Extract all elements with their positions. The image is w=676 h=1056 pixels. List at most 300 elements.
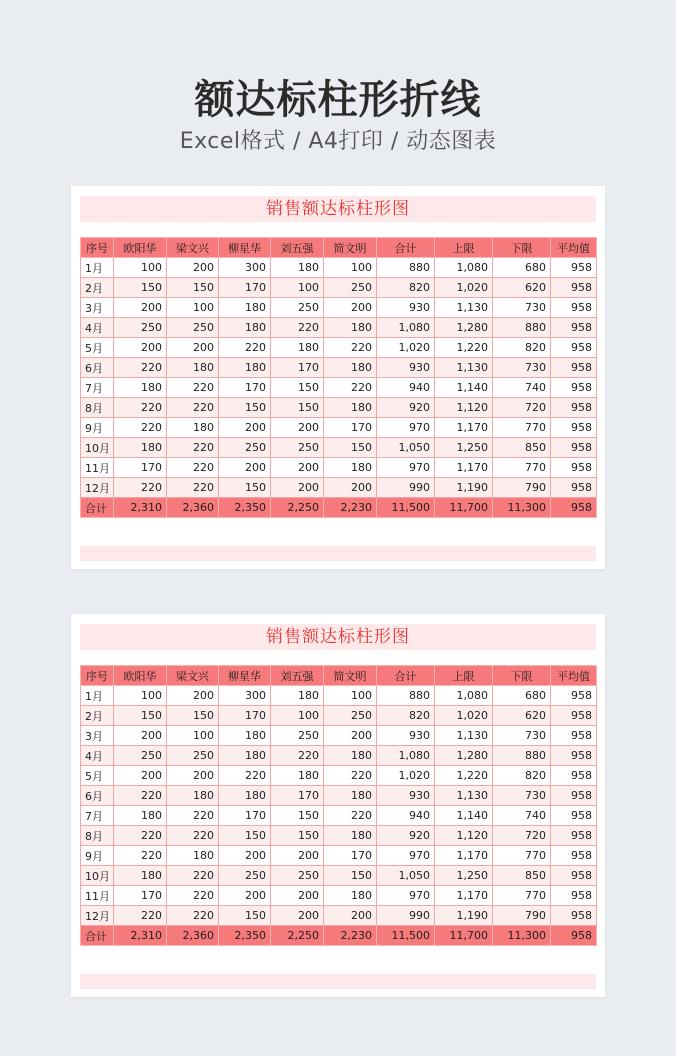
- table-row: [81, 806, 597, 826]
- column-header: 梁文兴: [167, 666, 219, 686]
- table-cell: 930: [377, 298, 435, 318]
- table-cell: 958: [551, 278, 597, 298]
- row-label: 6月: [81, 786, 114, 806]
- table-cell: 180: [219, 786, 271, 806]
- table-row: [81, 318, 597, 338]
- row-label: 1月: [81, 258, 114, 278]
- table-cell: 250: [271, 726, 324, 746]
- row-label: 12月: [81, 478, 114, 498]
- table-cell: 820: [377, 706, 435, 726]
- table-row: [81, 458, 597, 478]
- table-cell: 220: [271, 318, 324, 338]
- table-cell: 200: [114, 338, 167, 358]
- table-cell: 790: [493, 478, 551, 498]
- table-row: [81, 278, 597, 298]
- column-header: 下限: [493, 238, 551, 258]
- table-cell: 1,050: [377, 866, 435, 886]
- table-cell: 200: [114, 766, 167, 786]
- table-cell: 200: [219, 846, 271, 866]
- table-cell: 180: [167, 786, 219, 806]
- table-cell: 970: [377, 846, 435, 866]
- total-cell: 11,300: [493, 498, 551, 518]
- table-cell: 1,020: [435, 706, 493, 726]
- table-cell: 1,170: [435, 418, 493, 438]
- table-cell: 958: [551, 866, 597, 886]
- table-cell: 730: [493, 358, 551, 378]
- total-row: [81, 498, 597, 518]
- table-cell: 970: [377, 418, 435, 438]
- table-cell: 170: [324, 418, 377, 438]
- table-cell: 220: [219, 766, 271, 786]
- table-cell: 200: [271, 458, 324, 478]
- table-cell: 180: [324, 318, 377, 338]
- table-cell: 220: [271, 746, 324, 766]
- table-cell: 730: [493, 726, 551, 746]
- table-cell: 720: [493, 398, 551, 418]
- table-cell: 958: [551, 338, 597, 358]
- table-cell: 958: [551, 458, 597, 478]
- table-row: [81, 766, 597, 786]
- row-label: 1月: [81, 686, 114, 706]
- row-label: 7月: [81, 378, 114, 398]
- table-cell: 100: [324, 686, 377, 706]
- table-cell: 620: [493, 706, 551, 726]
- table-cell: 200: [271, 886, 324, 906]
- table-cell: 180: [219, 358, 271, 378]
- column-header: 柳星华: [219, 238, 271, 258]
- table-row: [81, 686, 597, 706]
- table-row: [81, 478, 597, 498]
- table-row: [81, 826, 597, 846]
- row-label: 5月: [81, 338, 114, 358]
- table-cell: 990: [377, 478, 435, 498]
- table-cell: 940: [377, 378, 435, 398]
- table-cell: 180: [114, 806, 167, 826]
- table-cell: 100: [271, 278, 324, 298]
- table-cell: 220: [167, 458, 219, 478]
- table-cell: 1,250: [435, 438, 493, 458]
- table-cell: 250: [324, 706, 377, 726]
- table-cell: 958: [551, 846, 597, 866]
- table-cell: 220: [167, 378, 219, 398]
- table-cell: 150: [324, 438, 377, 458]
- table-row: [81, 786, 597, 806]
- table-cell: 1,080: [377, 746, 435, 766]
- table-cell: 1,130: [435, 298, 493, 318]
- table-cell: 150: [167, 278, 219, 298]
- row-label: 11月: [81, 886, 114, 906]
- table-cell: 220: [324, 378, 377, 398]
- table-cell: 730: [493, 786, 551, 806]
- table-cell: 100: [324, 258, 377, 278]
- table-cell: 200: [219, 418, 271, 438]
- table-cell: 170: [219, 278, 271, 298]
- table-cell: 180: [271, 766, 324, 786]
- column-header: 上限: [435, 238, 493, 258]
- table-cell: 180: [324, 886, 377, 906]
- table-cell: 1,020: [435, 278, 493, 298]
- sales-table: [80, 665, 597, 946]
- table-row: [81, 378, 597, 398]
- column-header: 刘五强: [271, 666, 324, 686]
- table-cell: 180: [271, 258, 324, 278]
- table-cell: 790: [493, 906, 551, 926]
- table-cell: 880: [493, 318, 551, 338]
- total-label: 合计: [81, 926, 114, 946]
- table-cell: 180: [324, 786, 377, 806]
- table-cell: 958: [551, 418, 597, 438]
- total-cell: 11,700: [435, 926, 493, 946]
- total-cell: 2,350: [219, 926, 271, 946]
- total-cell: 2,230: [324, 498, 377, 518]
- table-cell: 200: [219, 458, 271, 478]
- table-cell: 180: [114, 866, 167, 886]
- table-cell: 720: [493, 826, 551, 846]
- table-cell: 170: [114, 458, 167, 478]
- table-cell: 170: [271, 358, 324, 378]
- table-cell: 170: [271, 786, 324, 806]
- column-header: 合计: [377, 666, 435, 686]
- table-cell: 958: [551, 258, 597, 278]
- table-cell: 250: [219, 438, 271, 458]
- table-cell: 620: [493, 278, 551, 298]
- table-cell: 180: [324, 746, 377, 766]
- table-cell: 180: [219, 298, 271, 318]
- spreadsheet-preview-bottom: [71, 614, 605, 997]
- table-row: [81, 706, 597, 726]
- table-cell: 150: [271, 806, 324, 826]
- table-cell: 250: [219, 866, 271, 886]
- table-cell: 930: [377, 358, 435, 378]
- table-cell: 250: [114, 746, 167, 766]
- table-cell: 1,130: [435, 786, 493, 806]
- table-cell: 970: [377, 886, 435, 906]
- row-label: 2月: [81, 706, 114, 726]
- total-cell: 11,500: [377, 926, 435, 946]
- table-cell: 850: [493, 438, 551, 458]
- table-cell: 1,140: [435, 806, 493, 826]
- table-cell: 220: [114, 358, 167, 378]
- sheet-title: 销售额达标柱形图: [80, 624, 596, 650]
- table-cell: 1,280: [435, 318, 493, 338]
- table-cell: 170: [324, 846, 377, 866]
- table-cell: 820: [377, 278, 435, 298]
- table-cell: 250: [167, 318, 219, 338]
- table-cell: 170: [219, 378, 271, 398]
- table-cell: 180: [167, 846, 219, 866]
- table-cell: 770: [493, 458, 551, 478]
- table-cell: 958: [551, 766, 597, 786]
- row-label: 11月: [81, 458, 114, 478]
- table-cell: 1,050: [377, 438, 435, 458]
- table-cell: 180: [167, 358, 219, 378]
- column-header: 简文明: [324, 238, 377, 258]
- table-cell: 1,080: [435, 686, 493, 706]
- table-cell: 220: [114, 418, 167, 438]
- table-cell: 880: [493, 746, 551, 766]
- table-cell: 180: [271, 338, 324, 358]
- column-header: 序号: [81, 238, 114, 258]
- table-cell: 150: [219, 478, 271, 498]
- table-cell: 1,130: [435, 726, 493, 746]
- table-cell: 200: [114, 298, 167, 318]
- table-cell: 220: [114, 478, 167, 498]
- table-cell: 150: [271, 398, 324, 418]
- table-cell: 740: [493, 806, 551, 826]
- row-label: 4月: [81, 746, 114, 766]
- column-header: 序号: [81, 666, 114, 686]
- table-cell: 200: [324, 298, 377, 318]
- row-label: 5月: [81, 766, 114, 786]
- table-cell: 180: [114, 438, 167, 458]
- table-cell: 180: [324, 358, 377, 378]
- table-cell: 180: [324, 398, 377, 418]
- sheet-footer-band: [80, 546, 596, 561]
- table-cell: 680: [493, 686, 551, 706]
- table-cell: 100: [167, 298, 219, 318]
- row-label: 3月: [81, 726, 114, 746]
- total-row: [81, 926, 597, 946]
- table-cell: 150: [114, 706, 167, 726]
- table-cell: 150: [219, 906, 271, 926]
- total-cell: 958: [551, 926, 597, 946]
- table-cell: 180: [219, 746, 271, 766]
- row-label: 3月: [81, 298, 114, 318]
- table-cell: 920: [377, 398, 435, 418]
- table-cell: 958: [551, 318, 597, 338]
- column-header: 平均值: [551, 666, 597, 686]
- table-cell: 220: [324, 338, 377, 358]
- table-cell: 930: [377, 786, 435, 806]
- column-header: 合计: [377, 238, 435, 258]
- table-cell: 200: [167, 686, 219, 706]
- table-cell: 958: [551, 378, 597, 398]
- table-row: [81, 866, 597, 886]
- table-cell: 300: [219, 686, 271, 706]
- table-cell: 250: [324, 278, 377, 298]
- total-cell: 2,250: [271, 926, 324, 946]
- table-row: [81, 438, 597, 458]
- column-header: 梁文兴: [167, 238, 219, 258]
- table-cell: 150: [167, 706, 219, 726]
- table-row: [81, 746, 597, 766]
- total-cell: 11,700: [435, 498, 493, 518]
- table-cell: 200: [167, 258, 219, 278]
- table-cell: 200: [271, 906, 324, 926]
- table-cell: 200: [271, 418, 324, 438]
- table-cell: 220: [167, 886, 219, 906]
- table-row: [81, 886, 597, 906]
- table-cell: 820: [493, 338, 551, 358]
- table-cell: 770: [493, 846, 551, 866]
- table-row: [81, 258, 597, 278]
- page-title: 额达标柱形折线: [194, 77, 482, 123]
- table-cell: 1,280: [435, 746, 493, 766]
- table-cell: 1,020: [377, 766, 435, 786]
- table-cell: 170: [114, 886, 167, 906]
- table-cell: 180: [167, 418, 219, 438]
- table-cell: 150: [219, 826, 271, 846]
- table-row: [81, 846, 597, 866]
- table-cell: 958: [551, 398, 597, 418]
- table-cell: 1,080: [377, 318, 435, 338]
- table-cell: 1,170: [435, 458, 493, 478]
- table-row: [81, 418, 597, 438]
- table-cell: 220: [114, 826, 167, 846]
- table-cell: 990: [377, 906, 435, 926]
- table-row: [81, 906, 597, 926]
- table-cell: 1,120: [435, 398, 493, 418]
- row-label: 6月: [81, 358, 114, 378]
- table-cell: 250: [271, 866, 324, 886]
- table-cell: 220: [114, 786, 167, 806]
- column-header: 欧阳华: [114, 666, 167, 686]
- total-cell: 2,250: [271, 498, 324, 518]
- table-cell: 958: [551, 746, 597, 766]
- total-cell: 2,360: [167, 926, 219, 946]
- table-cell: 200: [324, 906, 377, 926]
- table-cell: 200: [271, 846, 324, 866]
- table-cell: 958: [551, 438, 597, 458]
- table-cell: 1,080: [435, 258, 493, 278]
- sales-table: [80, 237, 597, 518]
- table-cell: 958: [551, 886, 597, 906]
- table-cell: 220: [167, 866, 219, 886]
- table-cell: 150: [114, 278, 167, 298]
- table-header-row: [81, 666, 597, 686]
- table-cell: 180: [324, 826, 377, 846]
- table-cell: 220: [114, 398, 167, 418]
- table-cell: 1,020: [377, 338, 435, 358]
- total-cell: 2,310: [114, 498, 167, 518]
- table-cell: 770: [493, 886, 551, 906]
- total-cell: 2,350: [219, 498, 271, 518]
- table-cell: 770: [493, 418, 551, 438]
- table-cell: 300: [219, 258, 271, 278]
- table-cell: 920: [377, 826, 435, 846]
- table-row: [81, 338, 597, 358]
- table-cell: 958: [551, 906, 597, 926]
- row-label: 10月: [81, 438, 114, 458]
- table-cell: 170: [219, 706, 271, 726]
- table-cell: 1,220: [435, 766, 493, 786]
- table-cell: 1,120: [435, 826, 493, 846]
- table-cell: 730: [493, 298, 551, 318]
- table-cell: 150: [219, 398, 271, 418]
- column-header: 下限: [493, 666, 551, 686]
- table-cell: 1,190: [435, 906, 493, 926]
- table-cell: 850: [493, 866, 551, 886]
- table-cell: 940: [377, 806, 435, 826]
- table-cell: 740: [493, 378, 551, 398]
- table-cell: 1,140: [435, 378, 493, 398]
- table-cell: 200: [167, 766, 219, 786]
- table-cell: 958: [551, 786, 597, 806]
- table-cell: 200: [324, 726, 377, 746]
- table-cell: 200: [324, 478, 377, 498]
- table-cell: 1,190: [435, 478, 493, 498]
- row-label: 9月: [81, 846, 114, 866]
- table-cell: 958: [551, 358, 597, 378]
- column-header: 欧阳华: [114, 238, 167, 258]
- table-cell: 100: [271, 706, 324, 726]
- row-label: 7月: [81, 806, 114, 826]
- row-label: 12月: [81, 906, 114, 926]
- column-header: 刘五强: [271, 238, 324, 258]
- table-cell: 958: [551, 298, 597, 318]
- table-cell: 220: [114, 846, 167, 866]
- row-label: 10月: [81, 866, 114, 886]
- sheet-footer-band: [80, 974, 596, 989]
- table-cell: 100: [167, 726, 219, 746]
- table-row: [81, 398, 597, 418]
- table-cell: 180: [219, 726, 271, 746]
- table-cell: 680: [493, 258, 551, 278]
- total-cell: 958: [551, 498, 597, 518]
- table-cell: 180: [219, 318, 271, 338]
- table-cell: 220: [167, 478, 219, 498]
- table-cell: 180: [114, 378, 167, 398]
- table-cell: 180: [324, 458, 377, 478]
- table-row: [81, 358, 597, 378]
- row-label: 2月: [81, 278, 114, 298]
- table-cell: 958: [551, 826, 597, 846]
- column-header: 简文明: [324, 666, 377, 686]
- table-cell: 970: [377, 458, 435, 478]
- total-cell: 11,300: [493, 926, 551, 946]
- table-header-row: [81, 238, 597, 258]
- table-cell: 200: [271, 478, 324, 498]
- table-cell: 250: [114, 318, 167, 338]
- table-cell: 150: [271, 826, 324, 846]
- table-cell: 220: [167, 398, 219, 418]
- total-cell: 2,310: [114, 926, 167, 946]
- table-cell: 1,250: [435, 866, 493, 886]
- table-cell: 200: [114, 726, 167, 746]
- table-cell: 220: [114, 906, 167, 926]
- table-cell: 170: [219, 806, 271, 826]
- table-cell: 958: [551, 806, 597, 826]
- table-cell: 1,170: [435, 886, 493, 906]
- table-cell: 958: [551, 686, 597, 706]
- table-cell: 180: [271, 686, 324, 706]
- table-cell: 1,130: [435, 358, 493, 378]
- table-cell: 220: [324, 806, 377, 826]
- table-cell: 200: [167, 338, 219, 358]
- table-cell: 100: [114, 686, 167, 706]
- table-cell: 150: [271, 378, 324, 398]
- table-cell: 250: [271, 438, 324, 458]
- table-cell: 930: [377, 726, 435, 746]
- table-cell: 1,220: [435, 338, 493, 358]
- table-cell: 958: [551, 478, 597, 498]
- table-cell: 880: [377, 258, 435, 278]
- table-cell: 250: [271, 298, 324, 318]
- table-cell: 820: [493, 766, 551, 786]
- table-cell: 150: [324, 866, 377, 886]
- spreadsheet-preview-top: [71, 186, 605, 569]
- table-cell: 958: [551, 706, 597, 726]
- sheet-title: 销售额达标柱形图: [80, 196, 596, 222]
- table-cell: 958: [551, 726, 597, 746]
- table-cell: 220: [167, 906, 219, 926]
- table-cell: 220: [324, 766, 377, 786]
- total-cell: 11,500: [377, 498, 435, 518]
- row-label: 9月: [81, 418, 114, 438]
- page-subtitle: Excel格式 / A4打印 / 动态图表: [179, 129, 497, 154]
- total-cell: 2,230: [324, 926, 377, 946]
- total-cell: 2,360: [167, 498, 219, 518]
